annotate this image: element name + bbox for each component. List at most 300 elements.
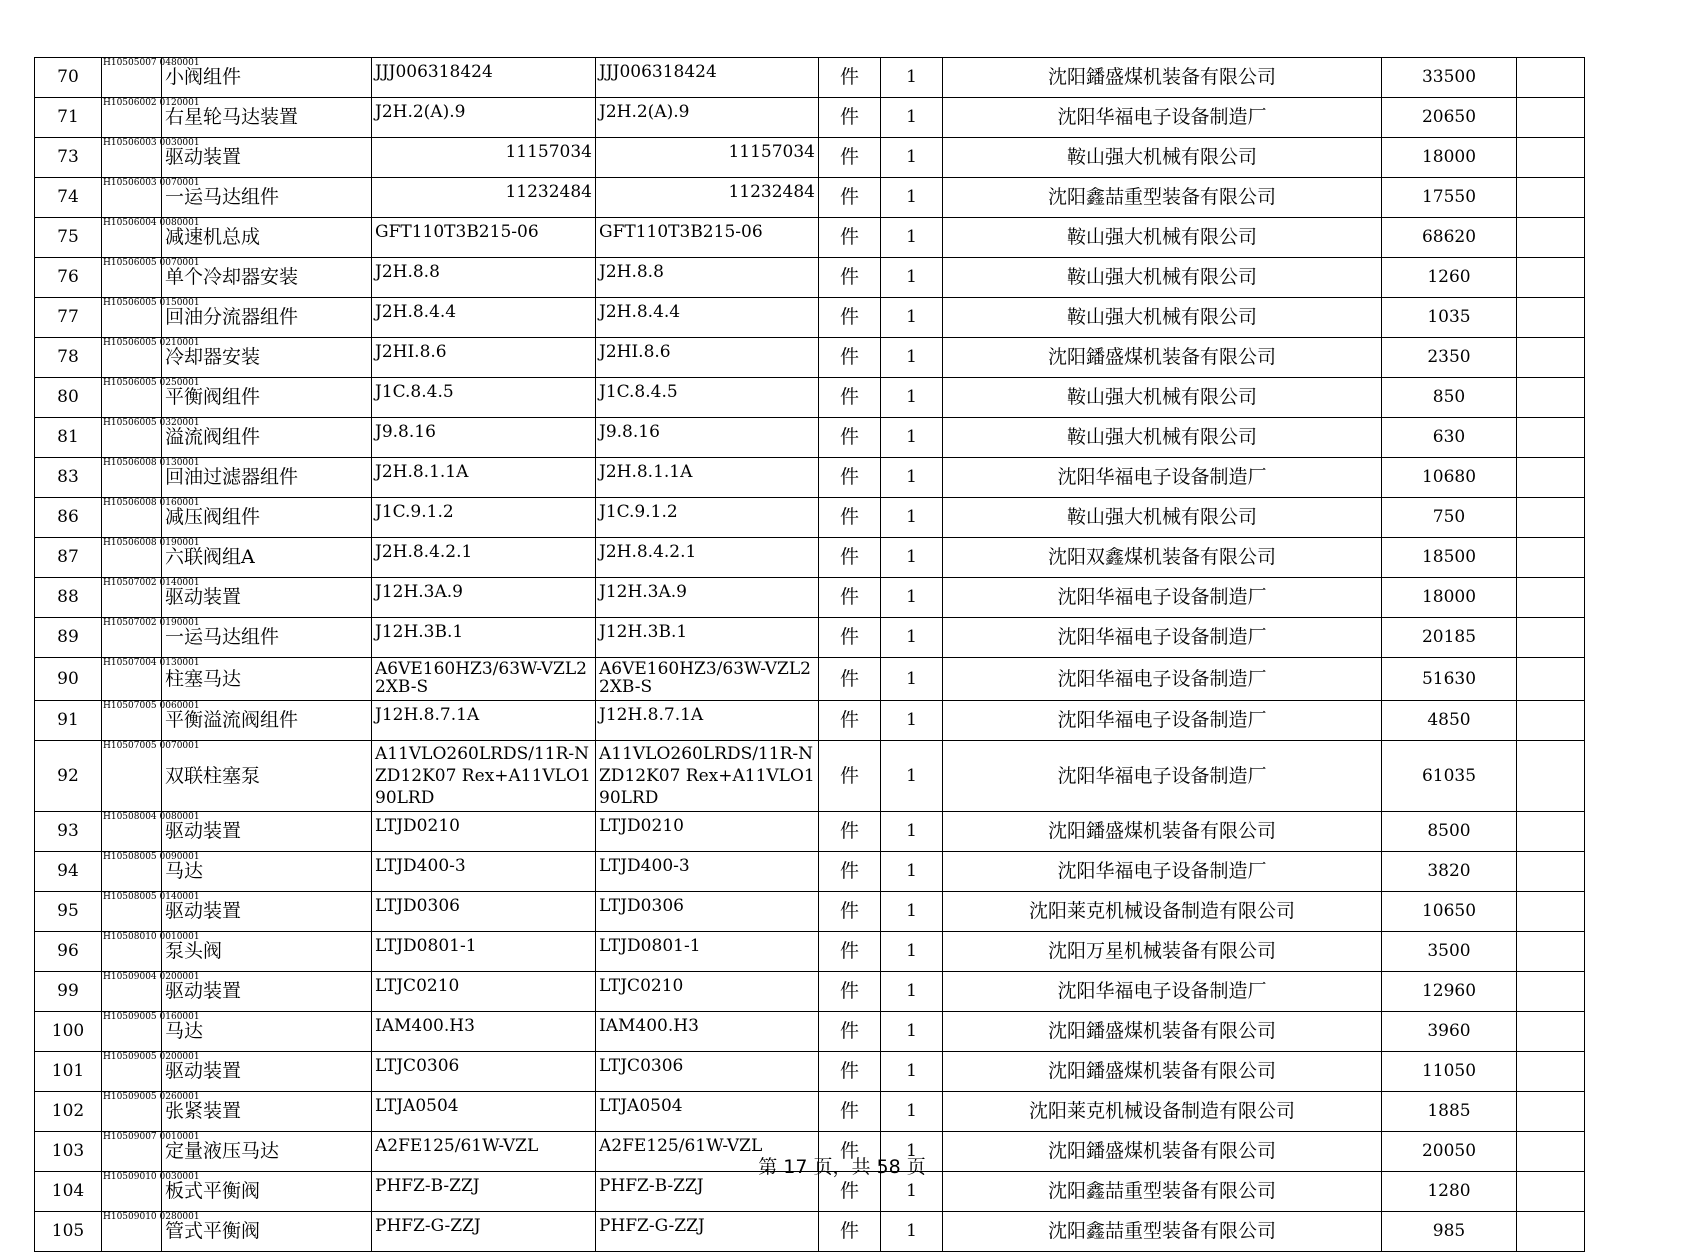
part-name-cell: 平衡阀组件 <box>162 378 372 418</box>
remarks-cell <box>1517 1212 1585 1252</box>
quantity-cell: 1 <box>881 701 943 741</box>
model-spec-cell: JJJ006318424 <box>372 58 596 98</box>
model-spec-cell: A11VLO260LRDS/11R-NZD12K07 Rex+A11VLO190LRD <box>372 741 596 812</box>
model-spec-cell: IAM400.H3 <box>372 1012 596 1052</box>
price-cell: 985 <box>1382 1212 1517 1252</box>
drawing-number-cell: LTJD400-3 <box>596 852 819 892</box>
part-name-cell: 驱动装置 <box>162 1052 372 1092</box>
quantity-cell: 1 <box>881 852 943 892</box>
material-code-cell: H10507002 0190001 <box>102 618 162 658</box>
quantity-cell: 1 <box>881 58 943 98</box>
unit-cell: 件 <box>819 418 881 458</box>
material-code-cell: H10509007 0010001 <box>102 1132 162 1172</box>
row-number-cell: 71 <box>35 98 102 138</box>
material-code-cell: H10506005 0320001 <box>102 418 162 458</box>
supplier-name-cell: 鞍山强大机械有限公司 <box>943 378 1382 418</box>
table-row <box>35 178 1585 218</box>
unit-cell: 件 <box>819 578 881 618</box>
material-code-cell: H10506008 0160001 <box>102 498 162 538</box>
remarks-cell <box>1517 138 1585 178</box>
remarks-cell <box>1517 218 1585 258</box>
model-spec-cell: J2H.2(A).9 <box>372 98 596 138</box>
quantity-cell: 1 <box>881 578 943 618</box>
material-code-cell: H10505007 0480001 <box>102 58 162 98</box>
unit-cell: 件 <box>819 338 881 378</box>
supplier-name-cell: 沈阳华福电子设备制造厂 <box>943 458 1382 498</box>
unit-cell: 件 <box>819 98 881 138</box>
part-name-cell: 小阀组件 <box>162 58 372 98</box>
unit-cell: 件 <box>819 1212 881 1252</box>
price-cell: 12960 <box>1382 972 1517 1012</box>
row-number-cell: 91 <box>35 701 102 741</box>
quantity-cell: 1 <box>881 932 943 972</box>
row-number-cell: 87 <box>35 538 102 578</box>
unit-cell: 件 <box>819 138 881 178</box>
quantity-cell: 1 <box>881 498 943 538</box>
part-name-cell: 平衡溢流阀组件 <box>162 701 372 741</box>
drawing-number-cell: A6VE160HZ3/63W-VZL22XB-S <box>596 658 819 701</box>
price-cell: 3500 <box>1382 932 1517 972</box>
material-code-cell: H10506005 0210001 <box>102 338 162 378</box>
price-cell: 33500 <box>1382 58 1517 98</box>
model-spec-cell: LTJC0306 <box>372 1052 596 1092</box>
material-code-cell: H10509005 0200001 <box>102 1052 162 1092</box>
table-row <box>35 538 1585 578</box>
unit-cell: 件 <box>819 812 881 852</box>
part-name-cell: 泵头阀 <box>162 932 372 972</box>
unit-cell: 件 <box>819 932 881 972</box>
remarks-cell <box>1517 972 1585 1012</box>
quantity-cell: 1 <box>881 98 943 138</box>
price-cell: 68620 <box>1382 218 1517 258</box>
row-number-cell: 88 <box>35 578 102 618</box>
price-cell: 10650 <box>1382 892 1517 932</box>
part-name-cell: 定量液压马达 <box>162 1132 372 1172</box>
drawing-number-cell: LTJC0306 <box>596 1052 819 1092</box>
quantity-cell: 1 <box>881 418 943 458</box>
model-spec-cell: 11157034 <box>372 138 596 178</box>
supplier-name-cell: 沈阳莱克机械设备制造有限公司 <box>943 1092 1382 1132</box>
part-name-cell: 张紧装置 <box>162 1092 372 1132</box>
parts-table <box>34 57 1585 1252</box>
material-code-cell: H10507005 0070001 <box>102 741 162 812</box>
unit-cell: 件 <box>819 258 881 298</box>
supplier-name-cell: 沈阳鐇盛煤机装备有限公司 <box>943 1132 1382 1172</box>
material-code-cell: H10509005 0260001 <box>102 1092 162 1132</box>
model-spec-cell: J2HⅠ.8.6 <box>372 338 596 378</box>
part-name-cell: 驱动装置 <box>162 578 372 618</box>
drawing-number-cell: J2HⅠ.8.6 <box>596 338 819 378</box>
remarks-cell <box>1517 932 1585 972</box>
part-name-cell: 一运马达组件 <box>162 618 372 658</box>
table-row <box>35 458 1585 498</box>
material-code-cell: H10508010 0010001 <box>102 932 162 972</box>
table-row <box>35 741 1585 812</box>
price-cell: 10680 <box>1382 458 1517 498</box>
part-name-cell: 减速机总成 <box>162 218 372 258</box>
part-name-cell: 板式平衡阀 <box>162 1172 372 1212</box>
model-spec-cell: J12H.8.7.1A <box>372 701 596 741</box>
remarks-cell <box>1517 578 1585 618</box>
price-cell: 4850 <box>1382 701 1517 741</box>
material-code-cell: H10506003 0030001 <box>102 138 162 178</box>
model-spec-cell: J12H.3B.1 <box>372 618 596 658</box>
part-name-cell: 驱动装置 <box>162 138 372 178</box>
price-cell: 20185 <box>1382 618 1517 658</box>
model-spec-cell: A6VE160HZ3/63W-VZL22XB-S <box>372 658 596 701</box>
material-code-cell: H10506004 0080001 <box>102 218 162 258</box>
supplier-name-cell: 沈阳华福电子设备制造厂 <box>943 618 1382 658</box>
material-code-cell: H10506008 0190001 <box>102 538 162 578</box>
price-cell: 1885 <box>1382 1092 1517 1132</box>
table-row <box>35 618 1585 658</box>
quantity-cell: 1 <box>881 1012 943 1052</box>
remarks-cell <box>1517 178 1585 218</box>
price-cell: 20650 <box>1382 98 1517 138</box>
supplier-name-cell: 鞍山强大机械有限公司 <box>943 298 1382 338</box>
part-name-cell: 柱塞马达 <box>162 658 372 701</box>
part-name-cell: 马达 <box>162 1012 372 1052</box>
supplier-name-cell: 沈阳鐇盛煤机装备有限公司 <box>943 1052 1382 1092</box>
part-name-cell: 单个冷却器安装 <box>162 258 372 298</box>
part-name-cell: 回油分流器组件 <box>162 298 372 338</box>
table-row <box>35 378 1585 418</box>
quantity-cell: 1 <box>881 658 943 701</box>
supplier-name-cell: 沈阳万星机械装备有限公司 <box>943 932 1382 972</box>
material-code-cell: H10508004 0080001 <box>102 812 162 852</box>
quantity-cell: 1 <box>881 258 943 298</box>
remarks-cell <box>1517 1052 1585 1092</box>
unit-cell: 件 <box>819 178 881 218</box>
quantity-cell: 1 <box>881 458 943 498</box>
material-code-cell: H10506005 0070001 <box>102 258 162 298</box>
unit-cell: 件 <box>819 1092 881 1132</box>
price-cell: 18500 <box>1382 538 1517 578</box>
part-name-cell: 马达 <box>162 852 372 892</box>
row-number-cell: 70 <box>35 58 102 98</box>
model-spec-cell: 11232484 <box>372 178 596 218</box>
unit-cell: 件 <box>819 498 881 538</box>
row-number-cell: 103 <box>35 1132 102 1172</box>
supplier-name-cell: 鞍山强大机械有限公司 <box>943 418 1382 458</box>
supplier-name-cell: 沈阳华福电子设备制造厂 <box>943 658 1382 701</box>
table-row <box>35 578 1585 618</box>
material-code-cell: H10509004 0200001 <box>102 972 162 1012</box>
table-row <box>35 972 1585 1012</box>
material-code-cell: H10506003 0070001 <box>102 178 162 218</box>
table-row <box>35 98 1585 138</box>
unit-cell: 件 <box>819 1052 881 1092</box>
remarks-cell <box>1517 812 1585 852</box>
remarks-cell <box>1517 258 1585 298</box>
part-name-cell: 一运马达组件 <box>162 178 372 218</box>
drawing-number-cell: J12H.8.7.1A <box>596 701 819 741</box>
row-number-cell: 80 <box>35 378 102 418</box>
unit-cell: 件 <box>819 1012 881 1052</box>
row-number-cell: 96 <box>35 932 102 972</box>
drawing-number-cell: J2H.8.4.4 <box>596 298 819 338</box>
row-number-cell: 101 <box>35 1052 102 1092</box>
material-code-cell: H10508005 0090001 <box>102 852 162 892</box>
supplier-name-cell: 沈阳鑫喆重型装备有限公司 <box>943 1172 1382 1212</box>
table-row <box>35 701 1585 741</box>
price-cell: 3820 <box>1382 852 1517 892</box>
unit-cell: 件 <box>819 218 881 258</box>
row-number-cell: 95 <box>35 892 102 932</box>
price-cell: 8500 <box>1382 812 1517 852</box>
table-row <box>35 658 1585 701</box>
remarks-cell <box>1517 298 1585 338</box>
model-spec-cell: LTJD0801-1 <box>372 932 596 972</box>
drawing-number-cell: LTJA0504 <box>596 1092 819 1132</box>
remarks-cell <box>1517 458 1585 498</box>
material-code-cell: H10509010 0030001 <box>102 1172 162 1212</box>
drawing-number-cell: A11VLO260LRDS/11R-NZD12K07 Rex+A11VLO190LRD <box>596 741 819 812</box>
part-name-cell: 双联柱塞泵 <box>162 741 372 812</box>
supplier-name-cell: 沈阳鐇盛煤机装备有限公司 <box>943 1012 1382 1052</box>
row-number-cell: 86 <box>35 498 102 538</box>
quantity-cell: 1 <box>881 892 943 932</box>
unit-cell: 件 <box>819 58 881 98</box>
part-name-cell: 驱动装置 <box>162 812 372 852</box>
supplier-name-cell: 沈阳鐇盛煤机装备有限公司 <box>943 812 1382 852</box>
model-spec-cell: A2FE125/61W-VZL <box>372 1132 596 1172</box>
quantity-cell: 1 <box>881 618 943 658</box>
price-cell: 1260 <box>1382 258 1517 298</box>
row-number-cell: 99 <box>35 972 102 1012</box>
drawing-number-cell: LTJD0801-1 <box>596 932 819 972</box>
table-row <box>35 1092 1585 1132</box>
price-cell: 2350 <box>1382 338 1517 378</box>
drawing-number-cell: 11157034 <box>596 138 819 178</box>
row-number-cell: 77 <box>35 298 102 338</box>
price-cell: 11050 <box>1382 1052 1517 1092</box>
supplier-name-cell: 沈阳鐇盛煤机装备有限公司 <box>943 338 1382 378</box>
drawing-number-cell: LTJD0306 <box>596 892 819 932</box>
unit-cell: 件 <box>819 658 881 701</box>
model-spec-cell: LTJA0504 <box>372 1092 596 1132</box>
remarks-cell <box>1517 618 1585 658</box>
supplier-name-cell: 鞍山强大机械有限公司 <box>943 258 1382 298</box>
unit-cell: 件 <box>819 378 881 418</box>
material-code-cell: H10506002 0120001 <box>102 98 162 138</box>
row-number-cell: 102 <box>35 1092 102 1132</box>
drawing-number-cell: J12H.3A.9 <box>596 578 819 618</box>
material-code-cell: H10507002 0140001 <box>102 578 162 618</box>
model-spec-cell: J2H.8.4.4 <box>372 298 596 338</box>
model-spec-cell: J2H.8.1.1A <box>372 458 596 498</box>
row-number-cell: 78 <box>35 338 102 378</box>
price-cell: 18000 <box>1382 138 1517 178</box>
part-name-cell: 六联阀组A <box>162 538 372 578</box>
drawing-number-cell: PHFZ-G-ZZJ <box>596 1212 819 1252</box>
remarks-cell <box>1517 892 1585 932</box>
table-row <box>35 932 1585 972</box>
drawing-number-cell: JJJ006318424 <box>596 58 819 98</box>
drawing-number-cell: J2H.8.4.2.1 <box>596 538 819 578</box>
drawing-number-cell: J12H.3B.1 <box>596 618 819 658</box>
material-code-cell: H10507005 0060001 <box>102 701 162 741</box>
model-spec-cell: J2H.8.8 <box>372 258 596 298</box>
price-cell: 750 <box>1382 498 1517 538</box>
model-spec-cell: J12H.3A.9 <box>372 578 596 618</box>
table-row <box>35 1052 1585 1092</box>
table-row <box>35 338 1585 378</box>
supplier-name-cell: 沈阳华福电子设备制造厂 <box>943 972 1382 1012</box>
model-spec-cell: J9.8.16 <box>372 418 596 458</box>
remarks-cell <box>1517 1012 1585 1052</box>
row-number-cell: 76 <box>35 258 102 298</box>
quantity-cell: 1 <box>881 138 943 178</box>
supplier-name-cell: 沈阳华福电子设备制造厂 <box>943 852 1382 892</box>
table-body <box>35 58 1585 1252</box>
part-name-cell: 驱动装置 <box>162 892 372 932</box>
unit-cell: 件 <box>819 1172 881 1212</box>
unit-cell: 件 <box>819 741 881 812</box>
table-row <box>35 418 1585 458</box>
price-cell: 3960 <box>1382 1012 1517 1052</box>
row-number-cell: 105 <box>35 1212 102 1252</box>
material-code-cell: H10506005 0150001 <box>102 298 162 338</box>
drawing-number-cell: 11232484 <box>596 178 819 218</box>
model-spec-cell: GFT110T3B215-06 <box>372 218 596 258</box>
drawing-number-cell: J2H.8.8 <box>596 258 819 298</box>
drawing-number-cell: J9.8.16 <box>596 418 819 458</box>
quantity-cell: 1 <box>881 1212 943 1252</box>
row-number-cell: 93 <box>35 812 102 852</box>
supplier-name-cell: 沈阳华福电子设备制造厂 <box>943 741 1382 812</box>
table-row <box>35 892 1585 932</box>
price-cell: 18000 <box>1382 578 1517 618</box>
remarks-cell <box>1517 338 1585 378</box>
remarks-cell <box>1517 378 1585 418</box>
drawing-number-cell: J1C.9.1.2 <box>596 498 819 538</box>
supplier-name-cell: 鞍山强大机械有限公司 <box>943 498 1382 538</box>
unit-cell: 件 <box>819 701 881 741</box>
drawing-number-cell: J2H.2(A).9 <box>596 98 819 138</box>
quantity-cell: 1 <box>881 378 943 418</box>
remarks-cell <box>1517 1092 1585 1132</box>
unit-cell: 件 <box>819 298 881 338</box>
model-spec-cell: J1C.9.1.2 <box>372 498 596 538</box>
table-row <box>35 812 1585 852</box>
remarks-cell <box>1517 701 1585 741</box>
supplier-name-cell: 沈阳莱克机械设备制造有限公司 <box>943 892 1382 932</box>
remarks-cell <box>1517 538 1585 578</box>
model-spec-cell: PHFZ-G-ZZJ <box>372 1212 596 1252</box>
row-number-cell: 81 <box>35 418 102 458</box>
price-cell: 1035 <box>1382 298 1517 338</box>
part-name-cell: 右星轮马达装置 <box>162 98 372 138</box>
drawing-number-cell: LTJD0210 <box>596 812 819 852</box>
drawing-number-cell: PHFZ-B-ZZJ <box>596 1172 819 1212</box>
row-number-cell: 75 <box>35 218 102 258</box>
model-spec-cell: LTJD0306 <box>372 892 596 932</box>
supplier-name-cell: 鞍山强大机械有限公司 <box>943 218 1382 258</box>
row-number-cell: 83 <box>35 458 102 498</box>
model-spec-cell: PHFZ-B-ZZJ <box>372 1172 596 1212</box>
table-row <box>35 58 1585 98</box>
quantity-cell: 1 <box>881 338 943 378</box>
page-footer: 第 17 页，共 58 页 <box>758 1156 926 1178</box>
quantity-cell: 1 <box>881 178 943 218</box>
remarks-cell <box>1517 498 1585 538</box>
price-cell: 630 <box>1382 418 1517 458</box>
material-code-cell: H10506005 0250001 <box>102 378 162 418</box>
row-number-cell: 94 <box>35 852 102 892</box>
quantity-cell: 1 <box>881 812 943 852</box>
quantity-cell: 1 <box>881 1092 943 1132</box>
quantity-cell: 1 <box>881 298 943 338</box>
model-spec-cell: J2H.8.4.2.1 <box>372 538 596 578</box>
drawing-number-cell: GFT110T3B215-06 <box>596 218 819 258</box>
remarks-cell <box>1517 418 1585 458</box>
drawing-number-cell: IAM400.H3 <box>596 1012 819 1052</box>
price-cell: 61035 <box>1382 741 1517 812</box>
material-code-cell: H10508005 0140001 <box>102 892 162 932</box>
supplier-name-cell: 沈阳鑫喆重型装备有限公司 <box>943 1212 1382 1252</box>
supplier-name-cell: 沈阳华福电子设备制造厂 <box>943 701 1382 741</box>
quantity-cell: 1 <box>881 218 943 258</box>
quantity-cell: 1 <box>881 538 943 578</box>
material-code-cell: H10509010 0280001 <box>102 1212 162 1252</box>
row-number-cell: 90 <box>35 658 102 701</box>
part-name-cell: 减压阀组件 <box>162 498 372 538</box>
unit-cell: 件 <box>819 852 881 892</box>
part-name-cell: 驱动装置 <box>162 972 372 1012</box>
remarks-cell <box>1517 98 1585 138</box>
supplier-name-cell: 沈阳鐇盛煤机装备有限公司 <box>943 58 1382 98</box>
table-row <box>35 218 1585 258</box>
material-code-cell: H10506008 0130001 <box>102 458 162 498</box>
row-number-cell: 92 <box>35 741 102 812</box>
table-row <box>35 138 1585 178</box>
remarks-cell <box>1517 852 1585 892</box>
table-row <box>35 852 1585 892</box>
supplier-name-cell: 鞍山强大机械有限公司 <box>943 138 1382 178</box>
drawing-number-cell: A2FE125/61W-VZL <box>596 1132 819 1172</box>
supplier-name-cell: 沈阳双鑫煤机装备有限公司 <box>943 538 1382 578</box>
unit-cell: 件 <box>819 972 881 1012</box>
part-name-cell: 溢流阀组件 <box>162 418 372 458</box>
quantity-cell: 1 <box>881 1132 943 1172</box>
unit-cell: 件 <box>819 1132 881 1172</box>
price-cell: 850 <box>1382 378 1517 418</box>
remarks-cell <box>1517 58 1585 98</box>
price-cell: 17550 <box>1382 178 1517 218</box>
remarks-cell <box>1517 741 1585 812</box>
unit-cell: 件 <box>819 458 881 498</box>
part-name-cell: 管式平衡阀 <box>162 1212 372 1252</box>
model-spec-cell: J1C.8.4.5 <box>372 378 596 418</box>
model-spec-cell: LTJD0210 <box>372 812 596 852</box>
price-cell: 20050 <box>1382 1132 1517 1172</box>
supplier-name-cell: 沈阳鑫喆重型装备有限公司 <box>943 178 1382 218</box>
supplier-name-cell: 沈阳华福电子设备制造厂 <box>943 578 1382 618</box>
drawing-number-cell: J2H.8.1.1A <box>596 458 819 498</box>
price-cell: 1280 <box>1382 1172 1517 1212</box>
table-row <box>35 498 1585 538</box>
table-row <box>35 1212 1585 1252</box>
model-spec-cell: LTJC0210 <box>372 972 596 1012</box>
row-number-cell: 74 <box>35 178 102 218</box>
quantity-cell: 1 <box>881 741 943 812</box>
row-number-cell: 100 <box>35 1012 102 1052</box>
model-spec-cell: LTJD400-3 <box>372 852 596 892</box>
material-code-cell: H10509005 0160001 <box>102 1012 162 1052</box>
quantity-cell: 1 <box>881 1052 943 1092</box>
remarks-cell <box>1517 658 1585 701</box>
